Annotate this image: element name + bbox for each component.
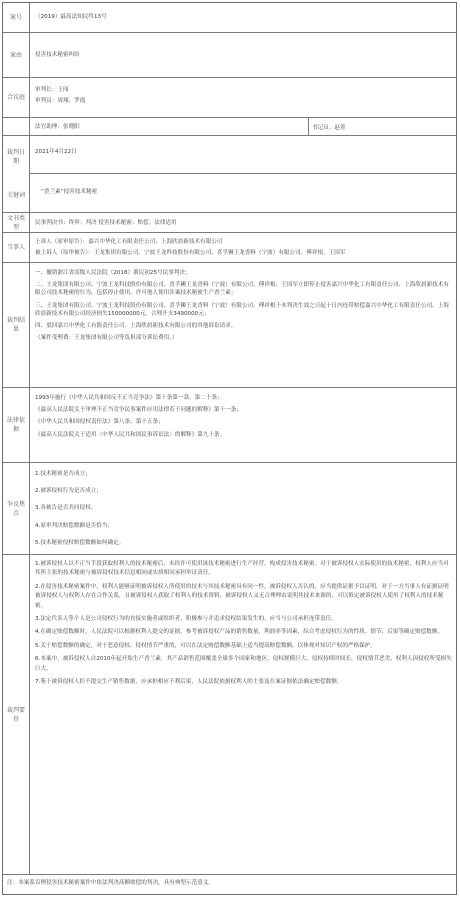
parties-label: 当事人 xyxy=(3,233,30,262)
holding-value xyxy=(30,263,456,387)
recorder-name: 赵菁 xyxy=(334,125,346,131)
reasoning-point-2: 2.在侵害技术秘密案件中，权利人能够证明被诉侵权人所使用的技术与其技术秘密具有同一性，被诉侵权人否认的，应当提供证据予以证明。对于一方当事人有证据证明被诉侵权人与权利人存在合作关系，且被诉侵权人获取了权利人的技术资料，被诉侵权人又无合理理由说明其技术来源的，可以推定被诉侵权人使用了权利人的技术秘密。 xyxy=(35,583,449,609)
reasoning-point-4: 4.在确定赔偿数额时，人民法院可以根据权利人提交的证据，参考被诉侵权产品的销售数量、利润率等因素，综合考虑侵权行为的性质、情节、后果等确定赔偿数额。 xyxy=(35,629,444,636)
issues-value xyxy=(30,463,456,554)
reasoning-point-1: 1.被诉侵权人以不正当手段获取权利人的技术秘密后，未经许可使用该技术秘密进行生产经营，构成侵害技术秘密。对于被诉侵权人实际使用的技术秘密，权利人应当对其所主张的技术秘密与被诉侵权技术信息相同或实质相同承担举证责任。 xyxy=(35,561,449,577)
holding-item-3: 三、王龙集团有限公司、宁波王龙科技股份有限公司、喜孚狮王龙香料（宁波）有限公司、傅祥根于本判决生效之日起十日内连带赔偿嘉兴中华化工有限责任公司、上海欣晨新技术有限公司经济损失150000000元，合理开支3490000元； xyxy=(35,302,449,317)
issue-2: 2.被诉侵权行为是否成立； xyxy=(35,488,102,495)
date-value: 2021年4月22日 xyxy=(35,149,77,155)
panel-judges: 审判员：周翔、罗霞 xyxy=(35,98,86,105)
reasoning-point-5: 5.关于赔偿数额的确定，对于恶意侵权、侵权情节严重的，可以在法定赔偿数额基础上适当提高赔偿数额，以体现对知识产权的严格保护。 xyxy=(35,642,376,649)
doc-type-label: 文书类型 xyxy=(3,213,30,232)
clerk-recorder xyxy=(312,123,346,131)
date-keywords-labels xyxy=(3,136,30,212)
keywords-label: 关键词 xyxy=(6,191,25,199)
issue-3: 3.各被告是否共同侵权； xyxy=(35,505,97,512)
law-item-4: 《最高人民法院关于适用〈中华人民共和国民事诉讼法〉的解释》第九十条。 xyxy=(35,431,226,438)
clerk-row xyxy=(3,118,456,136)
parties-value xyxy=(30,233,456,262)
issues-row xyxy=(3,463,456,555)
case-number-row xyxy=(3,3,456,33)
case-name-label: 案由 xyxy=(3,33,30,77)
keywords-value: “香兰素”侵害技术秘密 xyxy=(41,189,98,195)
date-keywords-divider xyxy=(30,173,456,174)
recorder-label: 书记员： xyxy=(312,125,335,131)
judgment-summary-table xyxy=(2,2,457,895)
case-number-value: （2019）最高法知民终13号 xyxy=(35,14,107,20)
case-name-row xyxy=(3,33,456,78)
footer-note: 注：本案系首例侵害技术秘密案件中依法判决高额赔偿的判决，具有典型示范意义。 xyxy=(7,880,214,886)
law-item-3: 《中华人民共和国侵权责任法》第八条、第十五条； xyxy=(35,419,164,426)
holding-label: 裁判结果 xyxy=(3,263,30,387)
date-label: 裁判日期 xyxy=(6,149,25,166)
clerk-divider xyxy=(308,118,309,136)
parties-row xyxy=(3,233,456,263)
panel-chief-judge: 审判长：王闯 xyxy=(35,87,69,93)
holding-item-1: 一、撤销浙江省高级人民法院（2018）浙民初25号民事判决； xyxy=(35,270,191,276)
issue-4: 4.原审判决赔偿数额是否恰当； xyxy=(35,522,114,529)
issue-5: 5.技术秘密侵权赔偿数额如何确定。 xyxy=(35,539,125,546)
holding-row xyxy=(3,263,456,388)
reasoning-row xyxy=(3,555,456,875)
doc-type-value: 民事判决书；终审；判决 侵害技术秘密；赔偿；法律适用 xyxy=(35,220,177,226)
law-row xyxy=(3,388,456,463)
reasoning-point-6: 6.本案中，被诉侵权人自2010年起开始生产香兰素，其产品销售范围覆盖全球多个国家和地区，侵权规模巨大，侵权持续时间长，侵权情节恶劣，权利人因侵权所受损失巨大。 xyxy=(35,656,452,672)
law-value xyxy=(30,388,456,462)
appellee: 被上诉人（原审被告）：王龙集团有限公司、宁波王龙科技股份有限公司、喜孚狮王龙香料（宁波）有限公司、傅祥根、王国军 xyxy=(35,250,346,257)
note-row xyxy=(3,875,456,894)
doc-type-row xyxy=(3,213,456,233)
case-name-value: 侵害技术秘密纠纷 xyxy=(35,52,80,58)
reasoning-value xyxy=(30,555,456,874)
clerk-label-empty xyxy=(3,118,30,135)
case-number-label: 案号 xyxy=(3,3,30,32)
holding-item-2: 二、王龙集团有限公司、宁波王龙科技股份有限公司、喜孚狮王龙香料（宁波）有限公司、傅祥根、王国军立即停止侵害嘉兴中华化工有限责任公司、上海欣晨新技术有限公司技术秘密的行为，包括停止使用、许可他人使用涉案技术秘密生产香兰素； xyxy=(35,282,449,297)
issues-label: 争议焦点 xyxy=(3,463,30,554)
clerk-assistant: 法官助理：张晓阳 xyxy=(35,124,80,130)
law-item-2: 《最高人民法院关于审理不正当竞争民事案件应用法律若干问题的解释》第十一条； xyxy=(35,407,242,414)
panel-label: 合议庭 xyxy=(3,78,30,117)
date-keywords-block xyxy=(3,136,456,213)
reasoning-point-7: 7.鉴于被诉侵权人拒不提交生产销售数据，应承担相应不利后果，人民法院依据权利人的主张及在案证据依法确定赔偿数额。 xyxy=(35,679,343,686)
panel-value xyxy=(30,78,456,117)
holding-item-4: 四、驳回嘉兴中华化工有限责任公司、上海欣晨新技术有限公司的其他诉讼请求。 xyxy=(35,323,237,330)
law-label: 法律依据 xyxy=(3,388,30,462)
reasoning-point-3: 3.法定代表人等个人是公司侵权行为的直接实施者或组织者，积极参与并追求侵权结果发生的，应当与公司承担连带责任。 xyxy=(35,616,337,623)
issue-1: 1.技术秘密是否成立； xyxy=(35,471,91,477)
law-item-1: 1993年施行《中华人民共和国反不正当竞争法》第十条第一款、第二十条； xyxy=(35,395,223,401)
appellant: 上诉人（原审原告）：嘉兴中华化工有限责任公司、上海欣晨新技术有限公司 xyxy=(35,239,223,245)
panel-row xyxy=(3,78,456,118)
holding-note: （案件受理费：王龙集团有限公司等负担部分诉讼费用。） xyxy=(35,335,178,342)
reasoning-label: 裁判要旨 xyxy=(3,555,30,874)
